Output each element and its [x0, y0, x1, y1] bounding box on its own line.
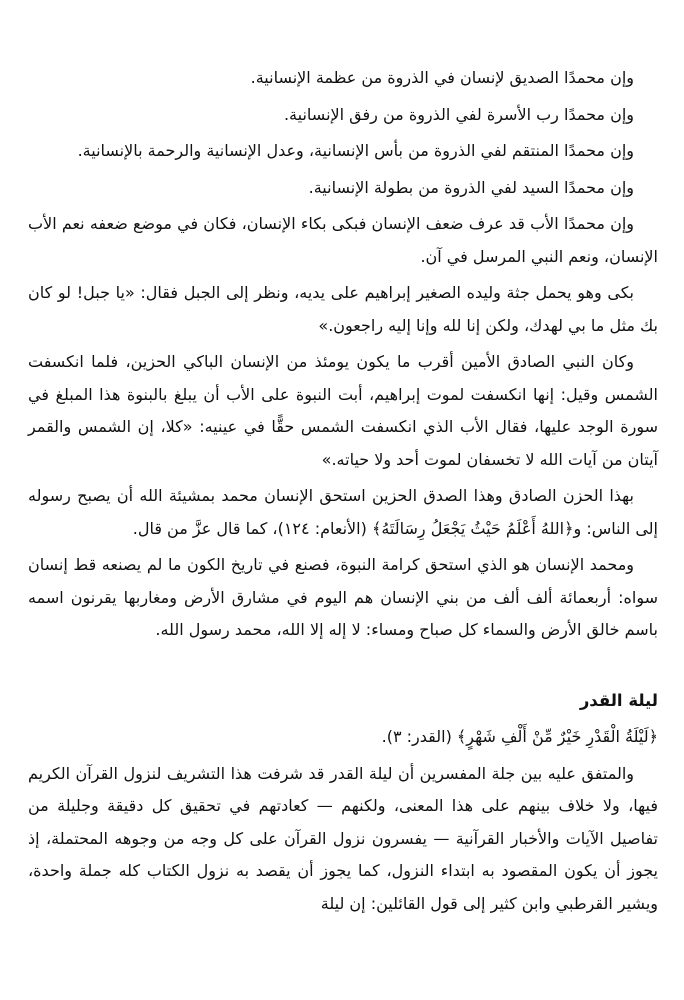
paragraph-father: وإن محمدًا الأب قد عرف ضعف الإنسان فبكى بكاء الإنسان، فكان في موضع ضعفه نعم الأب الإنسان، ونعم النبي المرسل في آن.: [28, 214, 658, 266]
paragraph-verse: ﴿لَيْلَةُ الْقَدْرِ خَيْرٌ مِّنْ أَلْفِ شَهْرٍ﴾ (القدر: ٣).: [381, 727, 658, 746]
paragraph-eclipse: وكان النبي الصادق الأمين أقرب ما يكون يومئذ من الإنسان الباكي الحزين، فلما انكسفت الشمس وقيل: إنها انكسفت لموت إبراهيم، أبت النبوة على الأب أن يبلغ بالبنوة هذا المبلغ في سورة الوجد عليها، فقال الأب الذي انكسفت الشمس حقًّا في عينيه: «كلا، إن الشمس والقمر آيتان من آيات الله لا تخسفان لموت أحد ولا حياته.»: [28, 352, 658, 469]
paragraph-truthful: وإن محمدًا الصديق لإنسان في الذروة من عظمة الإنسانية.: [250, 68, 634, 87]
document-page: [28, 62, 658, 924]
paragraph-dignity: ومحمد الإنسان هو الذي استحق كرامة النبوة، فصنع في تاريخ الكون ما لم يصنعه قط إنسان سواه: أربعمائة ألف ألف من بني الإنسان هم اليوم في مشارق الأرض ومغاربها يقرنون اسمه باسم خالق الأرض والسماء كل صباح ومساء: لا إله إلا الله، محمد رسول الله.: [28, 555, 658, 639]
paragraph-avenger: وإن محمدًا المنتقم لفي الذروة من بأس الإنسانية، وعدل الإنسانية والرحمة بالإنسانية.: [77, 141, 634, 160]
paragraph-commentary: والمتفق عليه بين جلة المفسرين أن ليلة القدر قد شرفت هذا التشريف لنزول القرآن الكريم فيها، ولا خلاف بينهم على هذا المعنى، ولكنهم — كعادتهم في تحقيق كل دقيقة وجليلة من تفاصيل الآيات والأخبار القرآنية — يفسرون نزول القرآن على كل وجه من وجوهه المحتملة، إذ يجوز أن يكون المقصود به ابتداء النزول، كما يجوز أن يقصد به نزول الكتاب كله جملة واحدة، ويشير القرطبي وابن كثير إلى قول القائلين: إن ليلة: [28, 763, 658, 913]
paragraph-weeping: بكى وهو يحمل جثة وليده الصغير إبراهيم على يديه، ونظر إلى الجبل فقال: «يا جبل! لو كان بك مثل ما بي لهدك، ولكن إنا لله وإنا إليه راجعون.»: [28, 283, 658, 335]
section-heading: ليلة القدر: [579, 690, 658, 710]
paragraph-family-head: وإن محمدًا رب الأسرة لفي الذروة من رفق الإنسانية.: [283, 104, 634, 124]
paragraph-sorrow: بهذا الحزن الصادق وهذا الصدق الحزين استحق الإنسان محمد بمشيئة الله أن يصبح رسوله إلى الناس: و﴿اللهُ أَعْلَمُ حَيْثُ يَجْعَلُ رِسَالَتَهُ﴾ (الأنعام: ١٢٤)، كما قال عزَّ من قال.: [28, 486, 658, 538]
paragraph-master: وإن محمدًا السيد لفي الذروة من بطولة الإنسانية.: [308, 177, 634, 197]
